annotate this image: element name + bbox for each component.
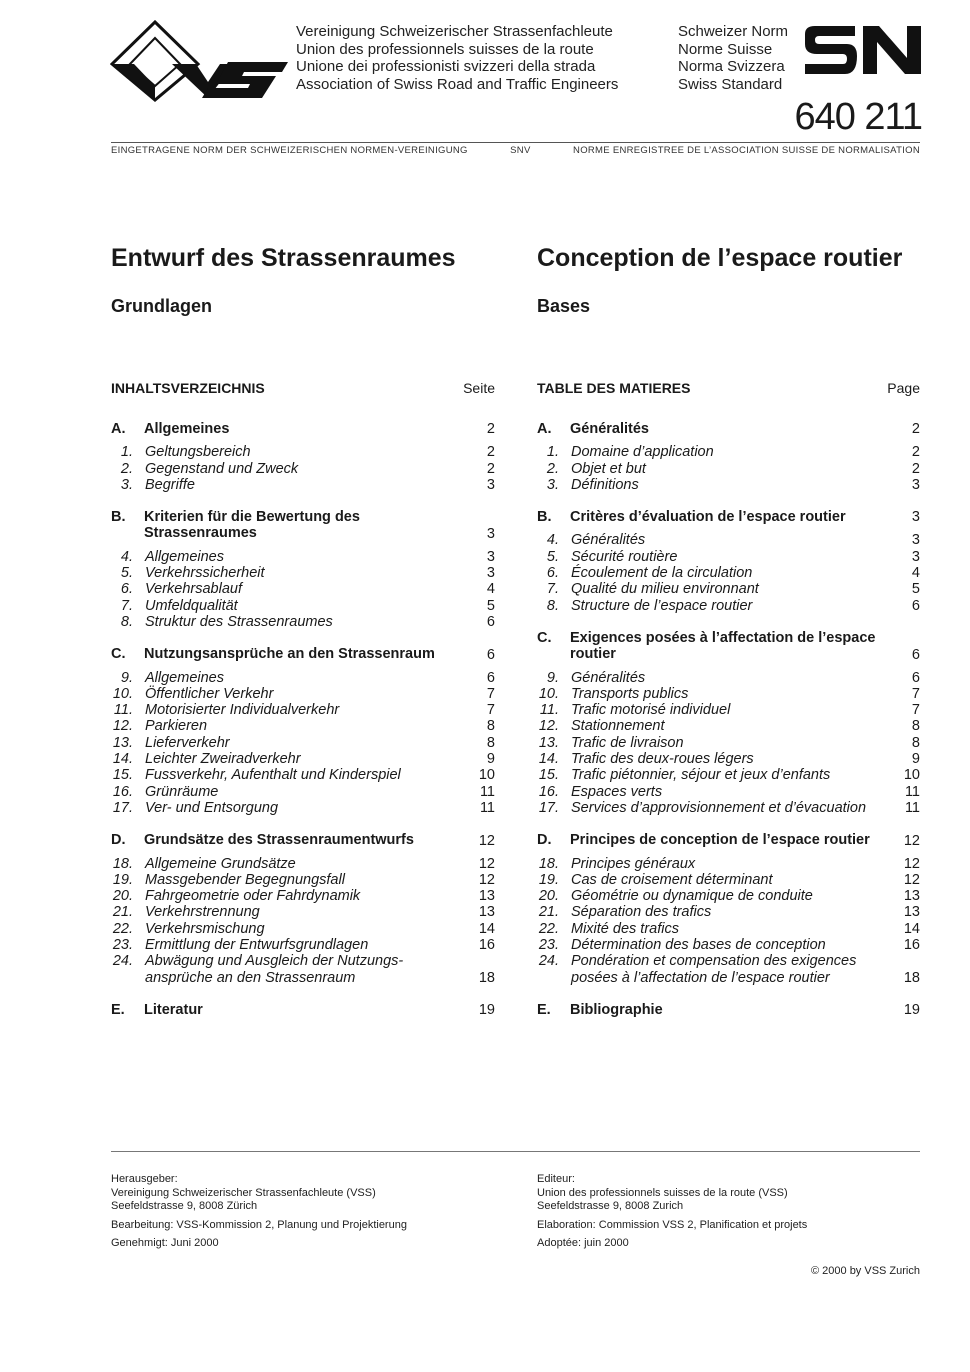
section-letter: C. (111, 646, 126, 663)
item-page: 18 (478, 969, 495, 986)
item-number: 15. (538, 767, 559, 784)
item-title: Verkehrssicherheit (145, 565, 265, 582)
item-number: 20. (112, 888, 133, 905)
sn-logo (805, 26, 921, 74)
toc-section[interactable] (111, 509, 495, 542)
toc-item[interactable] (537, 921, 920, 937)
item-number: 12. (538, 718, 559, 735)
item-title: Verkehrsablauf (145, 581, 242, 598)
toc-section[interactable] (537, 832, 920, 848)
toc-section[interactable] (111, 421, 495, 437)
section-letter: B. (537, 509, 552, 526)
publisher-address-de: Seefeldstrasse 9, 8008 Zürich (111, 1200, 258, 1212)
toc-item[interactable] (111, 856, 495, 872)
header-divider (111, 142, 920, 143)
section-letter: C. (537, 629, 552, 646)
toc-section[interactable] (537, 630, 920, 663)
section-page: 3 (911, 509, 920, 526)
toc-label-fr: TABLE DES MATIERES (537, 380, 691, 396)
section-title: Bibliographie (570, 1001, 663, 1018)
toc-item[interactable] (111, 477, 495, 493)
section-page: 6 (911, 646, 920, 663)
item-page: 12 (903, 871, 920, 888)
item-page: 8 (911, 718, 920, 735)
toc-list-fr (537, 421, 920, 1025)
toc-item[interactable] (111, 614, 495, 630)
item-page: 16 (478, 937, 495, 954)
toc-item[interactable] (537, 598, 920, 614)
organization-names (296, 23, 618, 93)
item-title: Principes généraux (571, 855, 696, 872)
section-letter: E. (111, 1001, 125, 1018)
item-number: 4. (120, 548, 133, 565)
toc-item[interactable] (537, 477, 920, 493)
vss-logo (110, 20, 290, 102)
item-number: 21. (538, 904, 559, 921)
item-number: 19. (538, 871, 559, 888)
item-number: 13. (538, 734, 559, 751)
toc-item[interactable] (111, 549, 495, 565)
item-page: 11 (904, 783, 920, 800)
item-page: 6 (486, 669, 495, 686)
item-page: 14 (478, 920, 495, 937)
item-title: Séparation des trafics (571, 904, 712, 921)
item-title: Lieferverkehr (145, 734, 230, 751)
toc-item[interactable] (111, 581, 495, 597)
toc-item[interactable] (111, 686, 495, 702)
item-number: 7. (120, 597, 133, 614)
footer-de (111, 1173, 495, 1256)
section-spacer (111, 816, 495, 832)
item-title: Trafic de livraison (571, 734, 684, 751)
toc-item[interactable] (537, 670, 920, 686)
item-number: 10. (112, 685, 133, 702)
item-page: 3 (486, 548, 495, 565)
approved-fr: Adoptée: juin 2000 (537, 1237, 629, 1249)
editing-fr: Elaboration: Commission VSS 2, Planification et projets (537, 1218, 808, 1231)
section-title: Critères d’évaluation de l’espace routier (570, 509, 846, 526)
item-number: 5. (546, 548, 559, 565)
item-number: 14. (538, 751, 559, 768)
item-title: Structure de l’espace routier (571, 597, 753, 614)
toc-item[interactable] (111, 735, 495, 751)
toc-item[interactable] (537, 581, 920, 597)
toc-section[interactable] (537, 421, 920, 437)
section-title: Exigences posées à l’affectation de l’espace routier (570, 629, 876, 663)
toc-section[interactable] (111, 1002, 495, 1018)
section-letter: D. (111, 832, 126, 849)
toc-label-de: INHALTSVERZEICHNIS (111, 380, 265, 396)
item-title: Grünräume (145, 783, 219, 800)
publisher-address-fr: Seefeldstrasse 9, 8008 Zurich (537, 1200, 684, 1212)
item-page: 9 (486, 751, 495, 768)
org-name-it: Unione dei professionisti svizzeri della strada (296, 58, 596, 76)
item-page: 7 (486, 685, 495, 702)
item-title: Trafic des deux-roues légers (571, 751, 754, 768)
toc-item[interactable] (111, 565, 495, 581)
item-number: 15. (112, 767, 133, 784)
section-letter: B. (111, 509, 126, 526)
item-title: Généralités (571, 669, 646, 686)
item-number: 18. (112, 855, 133, 872)
approved-de: Genehmigt: Juni 2000 (111, 1237, 219, 1249)
item-page: 2 (911, 460, 920, 477)
item-title: Qualité du milieu environnant (571, 581, 759, 598)
item-number: 1. (546, 444, 559, 461)
item-page: 8 (911, 734, 920, 751)
toc-header-de (111, 380, 495, 396)
title-fr: Conception de l’espace routier (537, 244, 903, 272)
toc-item[interactable] (537, 532, 920, 548)
section-spacer (537, 614, 920, 630)
toc-item[interactable] (111, 718, 495, 734)
toc-item[interactable] (537, 888, 920, 904)
item-page: 3 (911, 532, 920, 549)
section-spacer (537, 816, 920, 832)
toc-item[interactable] (111, 784, 495, 800)
toc-item[interactable] (111, 937, 495, 953)
item-page: 3 (486, 565, 495, 582)
item-page: 5 (486, 597, 495, 614)
item-page: 2 (486, 460, 495, 477)
section-letter: D. (537, 832, 552, 849)
toc-list-de (111, 421, 495, 1025)
item-number: 10. (538, 685, 559, 702)
item-title: Umfeldqualität (145, 597, 238, 614)
subtitle-de: Grundlagen (111, 296, 213, 316)
publisher-name-fr: Union des professionnels suisses de la route (VSS) (537, 1186, 788, 1199)
item-title: Ver- und Entsorgung (145, 799, 279, 816)
item-title: Begriffe (145, 476, 195, 493)
item-number: 18. (538, 855, 559, 872)
item-title: Domaine d’application (571, 444, 714, 461)
item-title: Mixité des trafics (571, 920, 679, 937)
item-number: 3. (546, 476, 559, 493)
section-title: Literatur (144, 1001, 203, 1018)
toc-item[interactable] (111, 767, 495, 783)
item-page: 11 (479, 799, 495, 816)
toc-item[interactable] (111, 461, 495, 477)
registration-line (111, 145, 920, 156)
item-number: 24. (112, 953, 133, 970)
item-page: 14 (903, 920, 920, 937)
item-page: 8 (486, 718, 495, 735)
item-number: 16. (538, 783, 559, 800)
item-number: 9. (546, 669, 559, 686)
item-title: Geltungsbereich (145, 444, 251, 461)
item-title: Gegenstand und Zweck (145, 460, 299, 477)
toc-item[interactable] (111, 670, 495, 686)
item-title: Verkehrsmischung (145, 920, 265, 937)
item-page: 13 (478, 888, 495, 905)
section-title: Grundsätze des Strassenraumentwurfs (144, 832, 414, 849)
item-number: 6. (120, 581, 133, 598)
item-page: 6 (911, 597, 920, 614)
toc-item[interactable] (537, 565, 920, 581)
item-page: 12 (478, 871, 495, 888)
copyright: © 2000 by VSS Zurich (811, 1265, 920, 1277)
toc-item[interactable] (537, 953, 920, 986)
item-number: 11. (539, 702, 559, 719)
toc-item[interactable] (537, 872, 920, 888)
item-title: Fussverkehr, Aufenthalt und Kinderspiel (145, 767, 401, 784)
page-label-fr: Page (887, 380, 920, 396)
toc-item[interactable] (537, 767, 920, 783)
toc-item[interactable] (111, 872, 495, 888)
toc-section[interactable] (111, 832, 495, 848)
toc-item[interactable] (537, 751, 920, 767)
registration-de: EINGETRAGENE NORM DER SCHWEIZERISCHEN NORMEN-VEREINIGUNG (111, 145, 468, 156)
item-title: Stationnement (571, 718, 665, 735)
page-label-de: Seite (463, 380, 495, 396)
toc-item[interactable] (537, 686, 920, 702)
editing-de: Bearbeitung: VSS-Kommission 2, Planung und Projektierung (111, 1218, 407, 1231)
toc-item[interactable] (537, 735, 920, 751)
item-page: 18 (903, 969, 920, 986)
item-number: 12. (112, 718, 133, 735)
section-letter: A. (537, 421, 552, 437)
toc-item[interactable] (537, 937, 920, 953)
item-title: Öffentlicher Verkehr (145, 685, 274, 702)
section-spacer (111, 493, 495, 509)
item-title: Ermittlung der Entwurfsgrundlagen (145, 937, 369, 954)
section-page: 2 (486, 421, 495, 438)
section-title: Allgemeines (144, 421, 230, 437)
publisher-label-de: Herausgeber: (111, 1173, 178, 1185)
section-spacer (537, 493, 920, 509)
item-page: 3 (911, 548, 920, 565)
item-number: 4. (546, 532, 559, 549)
toc-item[interactable] (111, 800, 495, 816)
item-title: Pondération et compensation des exigences posées à l’affectation de l’espace routier (571, 953, 857, 986)
toc-item[interactable] (537, 856, 920, 872)
section-page: 3 (486, 525, 495, 542)
item-title: Struktur des Strassenraumes (145, 613, 333, 630)
item-title: Détermination des bases de conception (571, 937, 826, 954)
item-number: 2. (546, 460, 559, 477)
section-title: Kriterien für die Bewertung des Strassenraumes (144, 509, 360, 542)
section-page: 12 (478, 832, 495, 849)
item-page: 7 (911, 685, 920, 702)
toc-item[interactable] (111, 921, 495, 937)
item-page: 9 (911, 751, 920, 768)
toc-item[interactable] (537, 549, 920, 565)
toc-item[interactable] (111, 598, 495, 614)
item-number: 19. (112, 871, 133, 888)
toc-section[interactable] (111, 646, 495, 662)
item-page: 12 (903, 855, 920, 872)
item-page: 13 (903, 904, 920, 921)
item-page: 11 (904, 799, 920, 816)
footer-divider (111, 1151, 920, 1152)
toc-item[interactable] (537, 718, 920, 734)
item-page: 2 (486, 444, 495, 461)
item-number: 14. (112, 751, 133, 768)
toc-item[interactable] (111, 953, 495, 986)
toc-section[interactable] (537, 1002, 920, 1018)
norm-name-de: Schweizer Norm (678, 23, 789, 40)
item-title: Définitions (571, 476, 639, 493)
item-page: 3 (911, 476, 920, 493)
item-page: 4 (486, 581, 495, 598)
toc-item[interactable] (537, 444, 920, 460)
subtitle-fr: Bases (537, 296, 591, 316)
item-title: Objet et but (571, 460, 646, 477)
item-title: Verkehrstrennung (145, 904, 260, 921)
item-title: Allgemeine Grundsätze (145, 855, 296, 872)
section-title: Nutzungsansprüche an den Strassenraum (144, 646, 435, 663)
item-page: 2 (911, 444, 920, 461)
item-number: 8. (546, 597, 559, 614)
title-de: Entwurf des Strassenraumes (111, 244, 456, 272)
toc-item[interactable] (111, 888, 495, 904)
item-number: 23. (112, 937, 133, 954)
item-title: Sécurité routière (571, 548, 678, 565)
item-title: Abwägung und Ausgleich der Nutzungs- ansprüche an den Strassenraum (145, 953, 404, 986)
org-name-en: Association of Swiss Road and Traffic Engineers (296, 75, 619, 93)
norm-type-names (678, 23, 788, 93)
org-name-fr: Union des professionnels suisses de la route (296, 40, 594, 58)
org-name-de: Vereinigung Schweizerischer Strassenfachleute (296, 23, 613, 40)
toc-header-fr (537, 380, 920, 396)
toc-item[interactable] (537, 784, 920, 800)
item-page: 4 (911, 565, 920, 582)
item-number: 1. (120, 444, 133, 461)
item-number: 20. (538, 888, 559, 905)
section-page: 12 (903, 832, 920, 849)
item-number: 21. (112, 904, 133, 921)
item-number: 13. (112, 734, 133, 751)
item-number: 22. (538, 920, 559, 937)
item-title: Cas de croisement déterminant (571, 871, 773, 888)
item-title: Allgemeines (145, 548, 224, 565)
item-title: Leichter Zweiradverkehr (145, 751, 301, 768)
item-page: 10 (903, 767, 920, 784)
item-page: 5 (911, 581, 920, 598)
section-page: 19 (903, 1002, 920, 1019)
section-page: 19 (478, 1002, 495, 1019)
section-letter: E. (537, 1001, 551, 1018)
item-number: 22. (112, 920, 133, 937)
publisher-name-de: Vereinigung Schweizerischer Strassenfachleute (VSS) (111, 1186, 376, 1199)
item-title: Écoulement de la circulation (571, 565, 753, 582)
toc-item[interactable] (537, 800, 920, 816)
section-spacer (111, 986, 495, 1002)
item-number: 16. (112, 783, 133, 800)
item-number: 6. (546, 565, 559, 582)
toc-item[interactable] (537, 702, 920, 718)
item-page: 6 (911, 669, 920, 686)
section-spacer (537, 986, 920, 1002)
toc-item[interactable] (111, 904, 495, 920)
item-number: 2. (120, 460, 133, 477)
toc-section[interactable] (537, 509, 920, 525)
toc-item[interactable] (111, 444, 495, 460)
registration-fr: NORME ENREGISTREE DE L’ASSOCIATION SUISSE DE NORMALISATION (573, 145, 920, 156)
item-title: Espaces verts (571, 783, 663, 800)
section-title: Généralités (570, 421, 649, 437)
item-page: 16 (903, 937, 920, 954)
item-title: Fahrgeometrie oder Fahrdynamik (145, 888, 361, 905)
section-page: 6 (486, 646, 495, 663)
item-title: Généralités (571, 532, 646, 549)
item-title: Trafic motorisé individuel (571, 702, 731, 719)
item-page: 6 (486, 613, 495, 630)
item-number: 3. (120, 476, 133, 493)
item-title: Parkieren (145, 718, 208, 735)
item-number: 9. (120, 669, 133, 686)
section-title: Principes de conception de l’espace routier (570, 832, 870, 849)
item-page: 13 (478, 904, 495, 921)
item-page: 12 (478, 855, 495, 872)
publisher-label-fr: Editeur: (537, 1173, 575, 1185)
norm-name-it: Norma Svizzera (678, 58, 785, 76)
item-title: Allgemeines (145, 669, 224, 686)
item-number: 7. (546, 581, 559, 598)
item-number: 17. (112, 799, 133, 816)
section-page: 2 (911, 421, 920, 438)
item-page: 10 (478, 767, 495, 784)
norm-name-en: Swiss Standard (678, 75, 783, 93)
item-title: Massgebender Begegnungsfall (145, 871, 345, 888)
item-page: 7 (486, 702, 495, 719)
section-spacer (111, 630, 495, 646)
item-number: 23. (538, 937, 559, 954)
item-page: 8 (486, 734, 495, 751)
item-number: 17. (538, 799, 559, 816)
item-number: 11. (113, 702, 133, 719)
item-title: Motorisierter Individualverkehr (145, 702, 340, 719)
toc-item[interactable] (537, 904, 920, 920)
item-page: 13 (903, 888, 920, 905)
item-title: Transports publics (571, 685, 689, 702)
toc-item[interactable] (537, 461, 920, 477)
toc-item[interactable] (111, 702, 495, 718)
item-title: Trafic piétonnier, séjour et jeux d’enfants (571, 767, 831, 784)
section-letter: A. (111, 421, 126, 437)
item-number: 24. (538, 953, 559, 970)
norm-number: 640 211 (794, 96, 922, 138)
toc-item[interactable] (111, 751, 495, 767)
item-page: 11 (479, 783, 495, 800)
item-number: 5. (120, 565, 133, 582)
norm-name-fr: Norme Suisse (678, 40, 773, 58)
footer-fr (537, 1173, 920, 1256)
item-title: Géométrie ou dynamique de conduite (571, 888, 813, 905)
registration-snv: SNV (510, 145, 531, 156)
item-page: 3 (486, 476, 495, 493)
item-page: 7 (911, 702, 920, 719)
item-title: Services d’approvisionnement et d’évacuation (571, 799, 867, 816)
item-number: 8. (120, 613, 133, 630)
